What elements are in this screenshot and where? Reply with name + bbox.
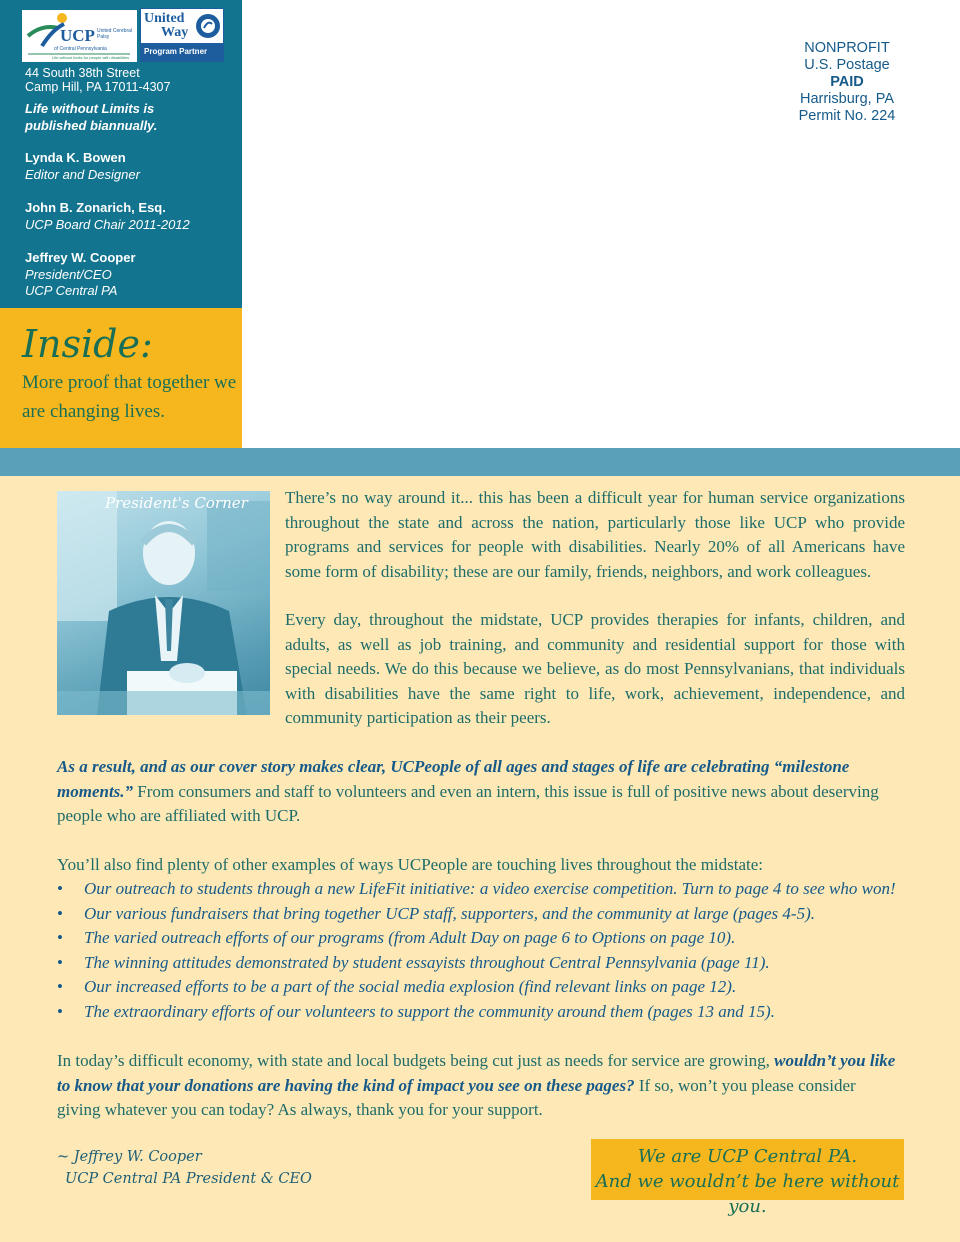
postage-line-5: Permit No. 224 [798,108,896,124]
ucp-logo-sub: United Cerebral Palsy [97,28,133,40]
postage-line-2: U.S. Postage [804,57,890,73]
inside-text: More proof that together we are changing lives. [22,372,237,422]
signature-name: ~ Jeffrey W. Cooper [57,1149,202,1165]
postage-line-3: PAID [830,74,864,90]
united-way-line2: Way [161,25,189,40]
letter-paragraph-3 [57,755,902,829]
postage-line-4: Harrisburg, PA [799,91,894,107]
staff-president [25,250,136,300]
united-way-hand-icon [195,13,221,39]
closing-tagline [591,1139,904,1217]
highlights-list [57,877,927,1024]
publication-note-line-2: published biannually. [25,118,158,133]
staff-role: Editor and Designer [25,166,140,182]
letter-paragraph-3-rest: From consumers and staff to volunteers and even an intern, this issue is full of positive news about deserving people who are affiliated with UCP. [57,781,879,825]
staff-editor [25,150,140,183]
list-item: • Our various fundraisers that bring together UCP staff, supporters, and the community at large (pages 4-5). [57,902,927,927]
united-way-partner-label: Program Partner [144,47,208,56]
tagline-line-2: And we wouldn’t be here without you. [595,1171,900,1217]
letter-paragraph-5 [57,1049,902,1123]
inside-title: Inside: [22,322,153,366]
ucp-logo-name: UCP [60,26,95,45]
letter-paragraph-5-end: If so, won’t you please consider giving whatever you can today? As always, thank you for your support. [57,1075,856,1119]
signature-role: UCP Central PA President & CEO [65,1171,312,1187]
list-item: • Our increased efforts to be a part of the social media explosion (find relevant links on page 12). [57,975,927,1000]
staff-name: John B. Zonarich, Esq. [25,200,166,215]
list-item: • The varied outreach efforts of our programs (from Adult Day on page 6 to Options on page 10). [57,926,927,951]
publication-note-line-1: Life without Limits is [25,101,155,116]
tagline-line-1: We are UCP Central PA. [637,1146,858,1167]
photo-caption: President's Corner [105,494,248,512]
masthead-sidebar [0,0,242,308]
staff-role: President/CEO [25,266,112,282]
president-portrait-icon [57,491,270,715]
united-way-line1: United [144,11,185,26]
letter-paragraph-1: There’s no way around it... this has been a difficult year for human service organizations throughout the state and across the nation, particularly those like UCP who provide programs and services for people with disabilities. Nearly 20% of all Americans have some form of disability; these are our family, friends, neighbors, and work colleagues. [285,488,905,581]
signature [57,1146,312,1190]
list-item: • The winning attitudes demonstrated by student essayists throughout Central Pennsylvania (page 11). [57,951,927,976]
address-line-2: Camp Hill, PA 17011-4307 [25,80,171,94]
staff-name: Jeffrey W. Cooper [25,250,136,265]
section-divider [0,448,960,476]
list-item: • The extraordinary efforts of our volunteers to support the community around them (pages 13 and 15). [57,1000,927,1025]
list-item: • Our outreach to students through a new LifeFit initiative: a video exercise competition. Turn to page 4 to see who won! [57,877,927,902]
letter-paragraph-2: Every day, throughout the midstate, UCP provides therapies for infants, children, and adults, as well as job training, and community and residential support for those with special needs. We do this because we believe, as do most Pennsylvanians, that individuals with disabilities have the same right to life, work, achievement, independence, and community participation as their peers. [285,610,905,727]
ucp-logo-region: of Central Pennsylvania [54,46,107,52]
address-line-1: 44 South 38th Street [25,66,140,80]
staff-role: UCP Central PA [25,283,118,298]
postage-line-1: NONPROFIT [804,40,890,56]
president-photo [57,491,270,715]
staff-board-chair [25,200,190,233]
staff-role: UCP Board Chair 2011-2012 [25,216,190,232]
united-way-logo [140,8,224,62]
postage-indicia [780,40,914,125]
ucp-logo-tagline: Life without limits for people with disabilities [52,55,130,60]
letter-paragraph-5-start: In today’s difficult economy, with state and local budgets being cut just as needs for service are growing, [57,1051,775,1070]
letter-paragraph-5-emphasis: wouldn’t you like to know that your donations are having the kind of impact you see on these pages? [57,1051,896,1095]
ucp-logo [22,10,137,62]
publication-note [25,100,157,134]
letter-paragraph-3-emphasis: As a result, and as our cover story makes clear, UCPeople of all ages and stages of life are celebrating “milestone moments.” [57,757,850,801]
letter-paragraph-4-intro: You’ll also find plenty of other examples of ways UCPeople are touching lives throughout the midstate: [57,855,764,874]
staff-name: Lynda K. Bowen [25,150,126,165]
